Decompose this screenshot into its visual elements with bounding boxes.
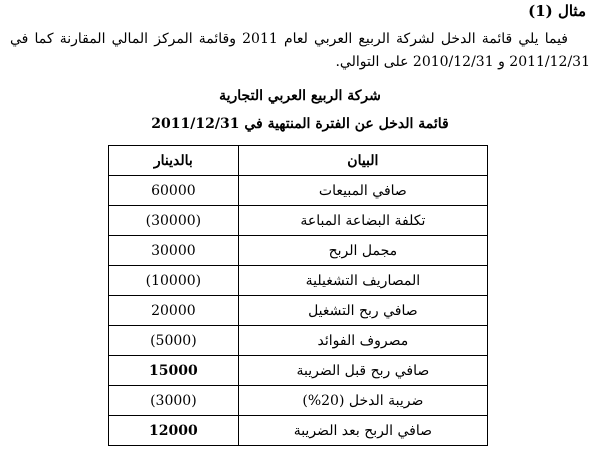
table-row <box>109 236 488 266</box>
table-row <box>109 266 488 296</box>
row-label: مجمل الربح <box>238 236 487 266</box>
row-amount: 20000 <box>109 296 239 326</box>
header-amount: بالدينار <box>109 146 239 176</box>
table-row <box>109 386 488 416</box>
table-row <box>109 176 488 206</box>
header-label: البيان <box>238 146 487 176</box>
intro-line-1: فيما يلي قائمة الدخل لشركة الربيع العربي لعام 2011 وقائمة المركز المالي المقارنة كما في <box>10 31 568 47</box>
table-row <box>109 206 488 236</box>
table-row <box>109 296 488 326</box>
row-amount: 12000 <box>109 416 239 446</box>
row-label: مصروف الفوائد <box>238 326 487 356</box>
row-label: صافي ربح التشغيل <box>238 296 487 326</box>
statement-title: قائمة الدخل عن الفترة المنتهية في 2011/12/31 <box>151 116 449 132</box>
row-amount: 15000 <box>109 356 239 386</box>
row-amount: 30000 <box>109 236 239 266</box>
row-amount: (5000) <box>109 326 239 356</box>
company-name: شركة الربيع العربي التجارية <box>219 88 381 104</box>
row-amount: (30000) <box>109 206 239 236</box>
row-amount: (10000) <box>109 266 239 296</box>
intro-line-2: 2011/12/31 و 2010/12/31 على التوالي. <box>335 54 590 70</box>
row-label: تكلفة البضاعة المباعة <box>238 206 487 236</box>
table-row <box>109 356 488 386</box>
table-header-row <box>109 146 488 176</box>
table-row <box>109 416 488 446</box>
row-amount: (3000) <box>109 386 239 416</box>
income-statement-table <box>108 145 488 446</box>
row-label: صافي المبيعات <box>238 176 487 206</box>
row-label: المصاريف التشغيلية <box>238 266 487 296</box>
row-label: صافي الربح بعد الضريبة <box>238 416 487 446</box>
intro-paragraph <box>10 28 590 74</box>
row-label: ضريبة الدخل (20%) <box>238 386 487 416</box>
row-amount: 60000 <box>109 176 239 206</box>
example-heading: مثال (1) <box>528 2 586 20</box>
row-label: صافي ربح قبل الضريبة <box>238 356 487 386</box>
table-row <box>109 326 488 356</box>
